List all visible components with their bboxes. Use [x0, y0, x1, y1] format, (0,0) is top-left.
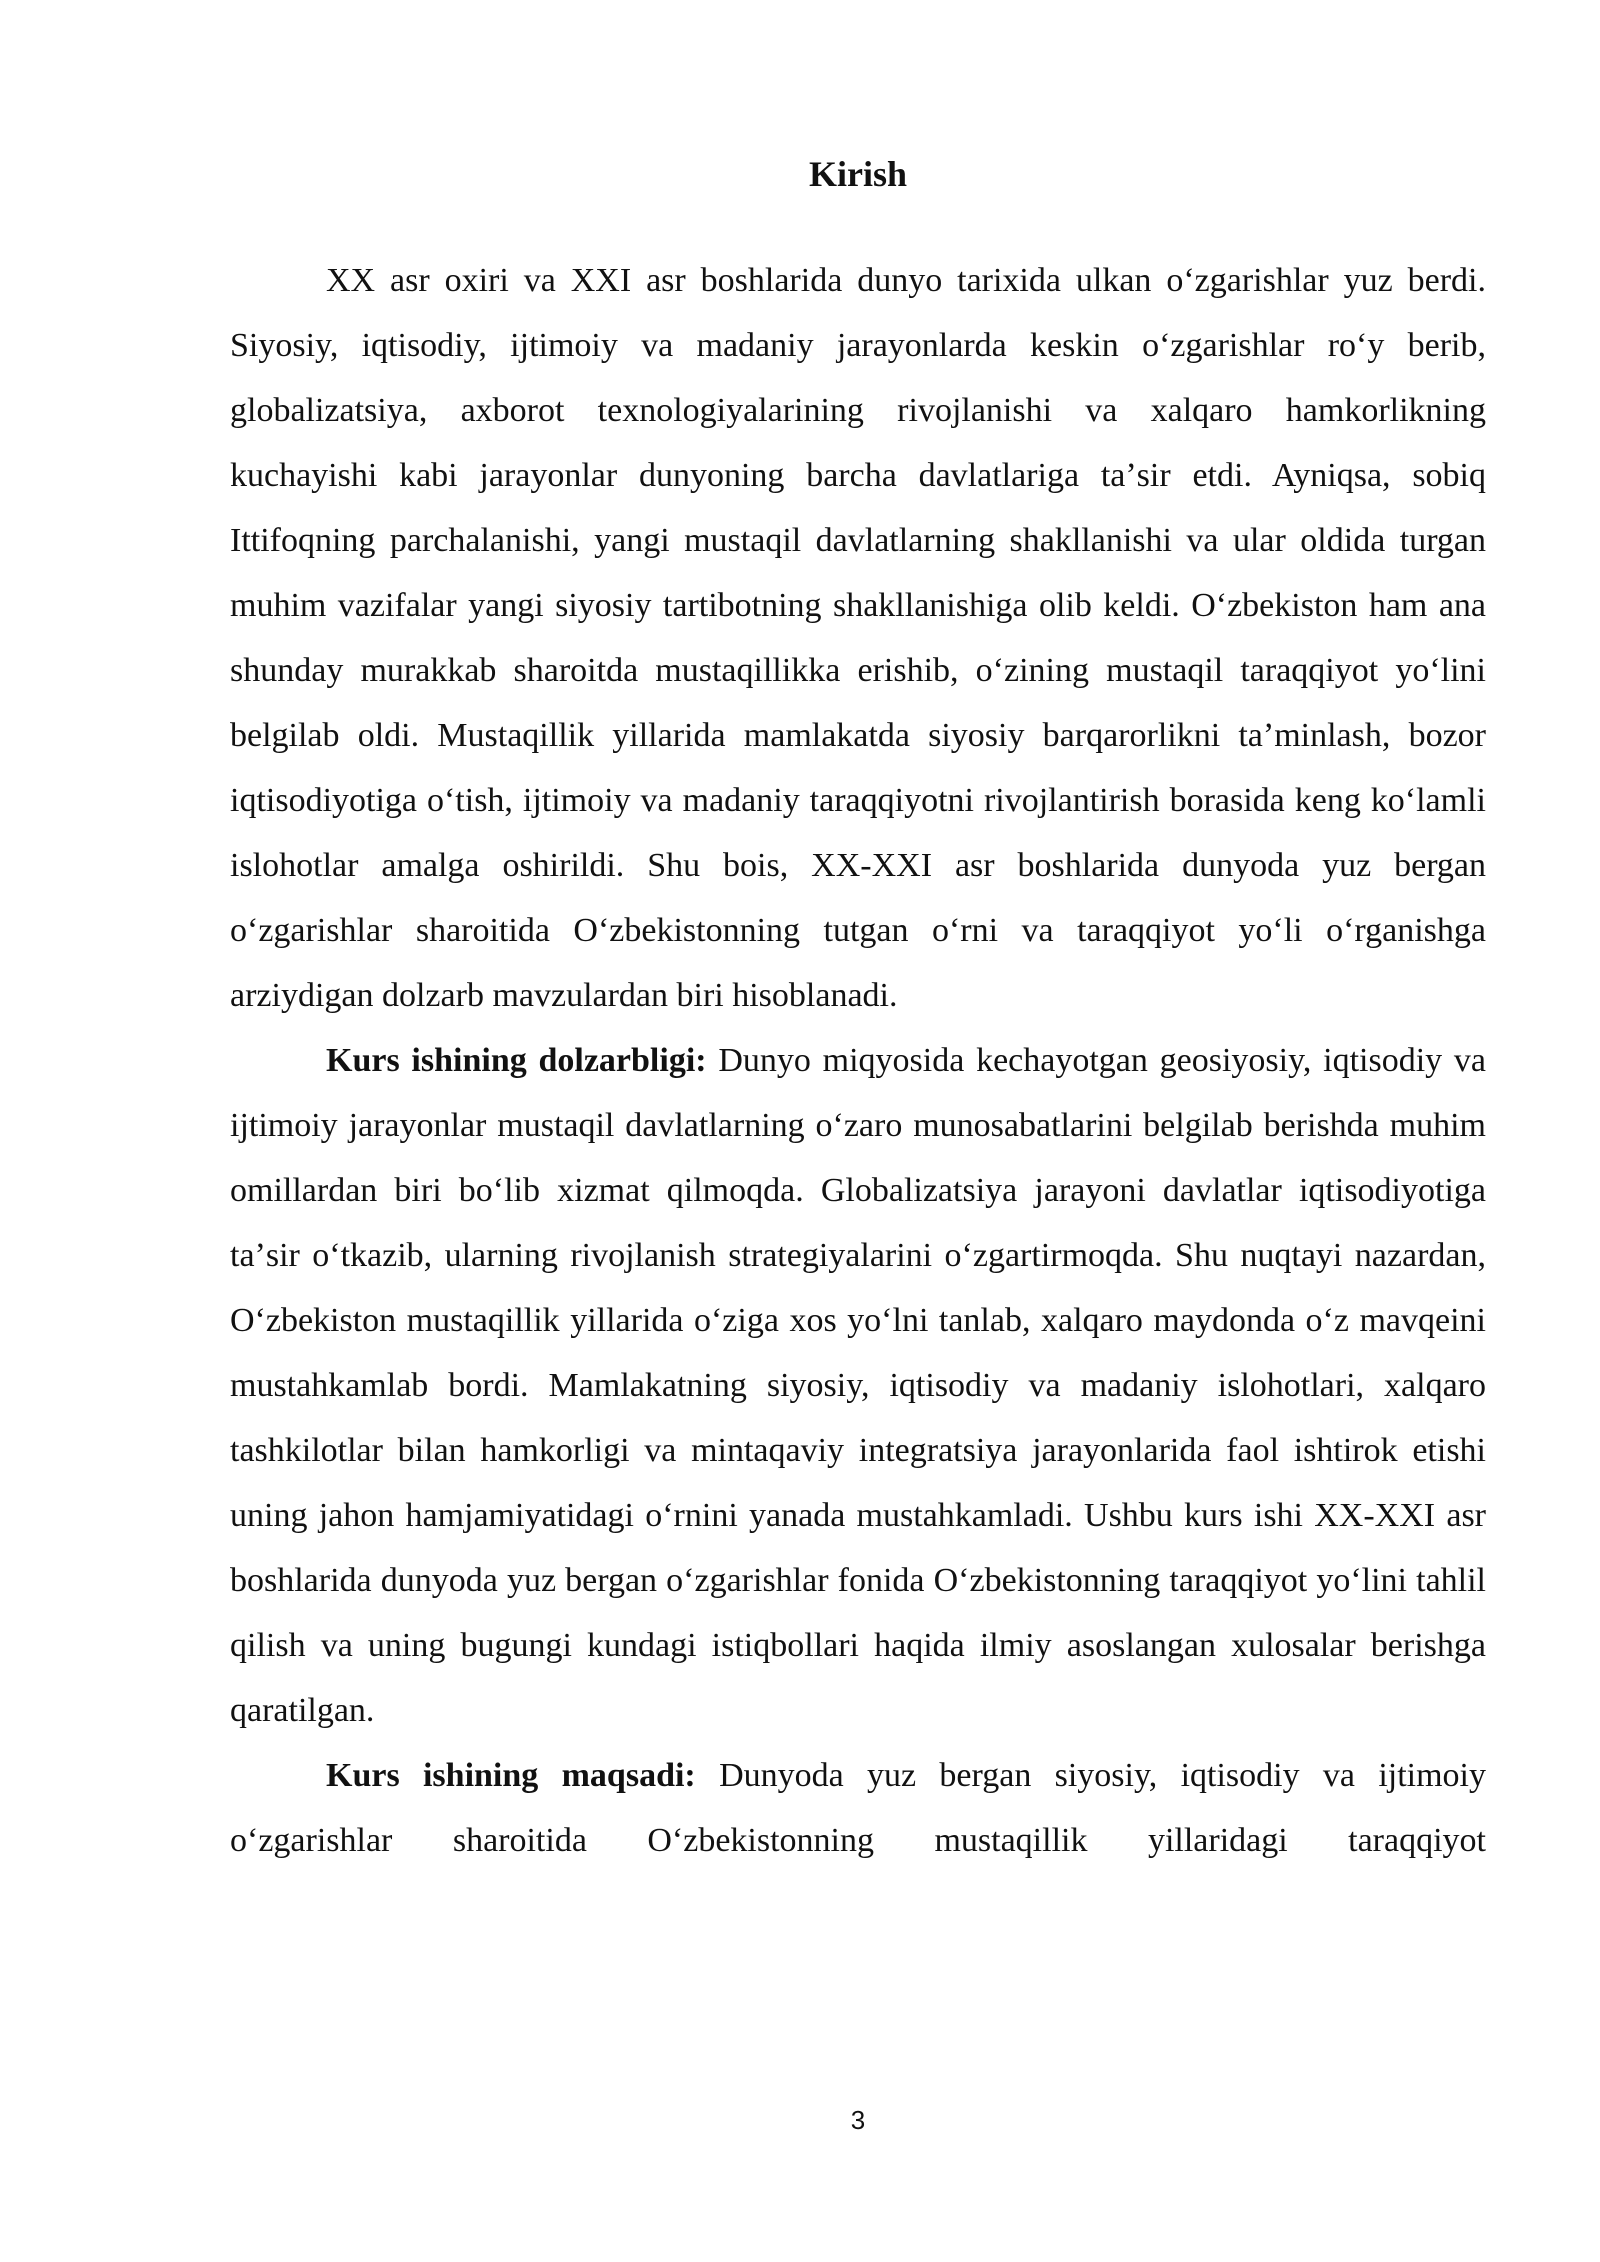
- section-heading: Kirish: [808, 154, 907, 194]
- paragraph-label-relevance: Kurs ishining dolzarbligi:: [326, 1042, 707, 1079]
- paragraph-text: Dunyoda yuz bergan siyosiy, iqtisodiy va ijtimoiy oʻzgarishlar sharoitida Oʻzbekistonning mustaqillik yillaridagi taraqqiyot: [230, 1757, 1486, 1859]
- paragraph-relevance: [230, 1028, 1486, 1743]
- paragraph-text: Dunyo miqyosida kechayotgan geosiyosiy, iqtisodiy va ijtimoiy jarayonlar mustaqil davlatlarning oʻzaro munosabatlarini belgilab berishda muhim omillardan biri boʻlib xizmat qilmoqda. Globalizatsiya jarayoni davlatlar iqtisodiyotiga taʼsir oʻtkazib, ularning rivojlanish strategiyalarini oʻzgartirmoqda. Shu nuqtayi nazardan, Oʻzbekiston mustaqillik yillarida oʻziga xos yoʻlni tanlab, xalqaro maydonda oʻz mavqeini mustahkamlab bordi. Mamlakatning siyosiy, iqtisodiy va madaniy islohotlari, xalqaro tashkilotlar bilan hamkorligi va mintaqaviy integratsiya jarayonlarida faol ishtirok etishi uning jahon hamjamiyatidagi oʻrnini yanada mustahkamladi. Ushbu kurs ishi XX-XXI asr boshlarida dunyoda yuz bergan oʻzgarishlar fonida Oʻzbekistonning taraqqiyot yoʻlini tahlil qilish va uning bugungi kundagi istiqbollari haqida ilmiy asoslangan xulosalar berishga qaratilgan.: [230, 1042, 1486, 1729]
- page-number: 3: [850, 2105, 866, 2135]
- paragraph-text: XX asr oxiri va XXI asr boshlarida dunyo tarixida ulkan oʻzgarishlar yuz berdi. Siyosiy, iqtisodiy, ijtimoiy va madaniy jarayonlarda keskin oʻzgarishlar roʻy berib, globalizatsiya, axborot texnologiyalarining rivojlanishi va xalqaro hamkorlikning kuchayishi kabi jarayonlar dunyoning barcha davlatlariga taʼsir etdi. Ayniqsa, sobiq Ittifoqning parchalanishi, yangi mustaqil davlatlarning shakllanishi va ular oldida turgan muhim vazifalar yangi siyosiy tartibotning shakllanishiga olib keldi. Oʻzbekiston ham ana shunday murakkab sharoitda mustaqillikka erishib, oʻzining mustaqil taraqqiyot yoʻlini belgilab oldi. Mustaqillik yillarida mamlakatda siyosiy barqarorlikni taʼminlash, bozor iqtisodiyotiga oʻtish, ijtimoiy va madaniy taraqqiyotni rivojlantirish borasida keng koʻlamli islohotlar amalga oshirildi. Shu bois, XX-XXI asr boshlarida dunyoda yuz bergan oʻzgarishlar sharoitida Oʻzbekistonning tutgan oʻrni va taraqqiyot yoʻli oʻrganishga arziydigan dolzarb mavzulardan biri hisoblanadi.: [230, 262, 1486, 1014]
- paragraph-label-goal: Kurs ishining maqsadi:: [326, 1757, 696, 1794]
- paragraph-introduction: [230, 248, 1486, 1028]
- body-text: [230, 248, 1486, 1873]
- paragraph-goal: [230, 1743, 1486, 1873]
